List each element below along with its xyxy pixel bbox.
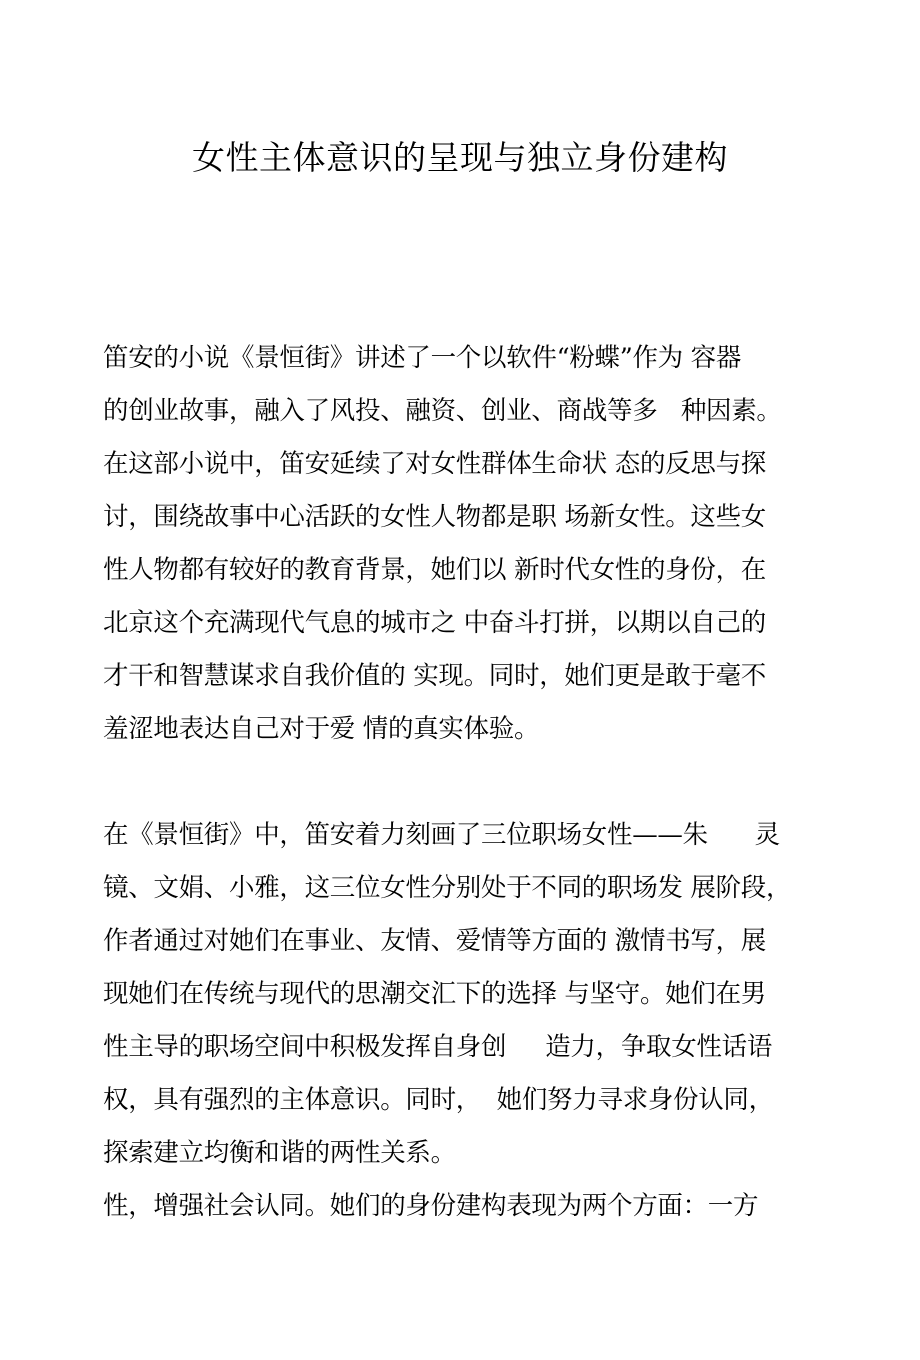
paragraph-1-line-2: 的创业故事，融入了风投、融资、创业、商战等多 种因素。 (103, 396, 782, 426)
paragraph-3-line-1: 性，增强社会认同。她们的身份建构表现为两个方面：一方 (103, 1191, 759, 1221)
paragraph-1-line-1: 笛安的小说《景恒街》讲述了一个以软件“粉蝶”作为 容器 (103, 343, 742, 373)
paragraph-1-line-5: 性人物都有较好的教育背景，她们以 新时代女性的身份，在 (103, 555, 767, 585)
document-title: 女性主体意识的呈现与独立身份建构 (192, 138, 728, 177)
paragraph-1-line-6: 北京这个充满现代气息的城市之 中奋斗打拼，以期以自己的 (103, 608, 767, 638)
paragraph-1-line-4: 讨，围绕故事中心活跃的女性人物都是职 场新女性。这些女 (103, 502, 767, 532)
paragraph-2-line-6: 权，具有强烈的主体意识。同时， 她们努力寻求身份认同， (103, 1085, 774, 1115)
paragraph-2-line-5: 性主导的职场空间中积极发挥自身创 造力，争取女性话语 (103, 1032, 773, 1062)
paragraph-2-line-7: 探索建立均衡和谐的两性关系。 (103, 1138, 456, 1168)
paragraph-2-line-1: 在《景恒街》中，笛安着力刻画了三位职场女性——朱 灵 (103, 820, 780, 850)
paragraph-1-line-8: 羞涩地表达自己对于爱 情的真实体验。 (103, 714, 540, 744)
paragraph-2-line-2: 镜、文娟、小雅，这三位女性分别处于不同的职场发 展阶段， (103, 873, 792, 903)
paragraph-1-line-3: 在这部小说中，笛安延续了对女性群体生命状 态的反思与探 (103, 449, 767, 479)
paragraph-2-line-3: 作者通过对她们在事业、友情、爱情等方面的 激情书写，展 (103, 926, 767, 956)
paragraph-1-line-7: 才干和智慧谋求自我价值的 实现。同时，她们更是敢于毫不 (103, 661, 767, 691)
paragraph-2-line-4: 现她们在传统与现代的思潮交汇下的选择 与坚守。她们在男 (103, 979, 767, 1009)
